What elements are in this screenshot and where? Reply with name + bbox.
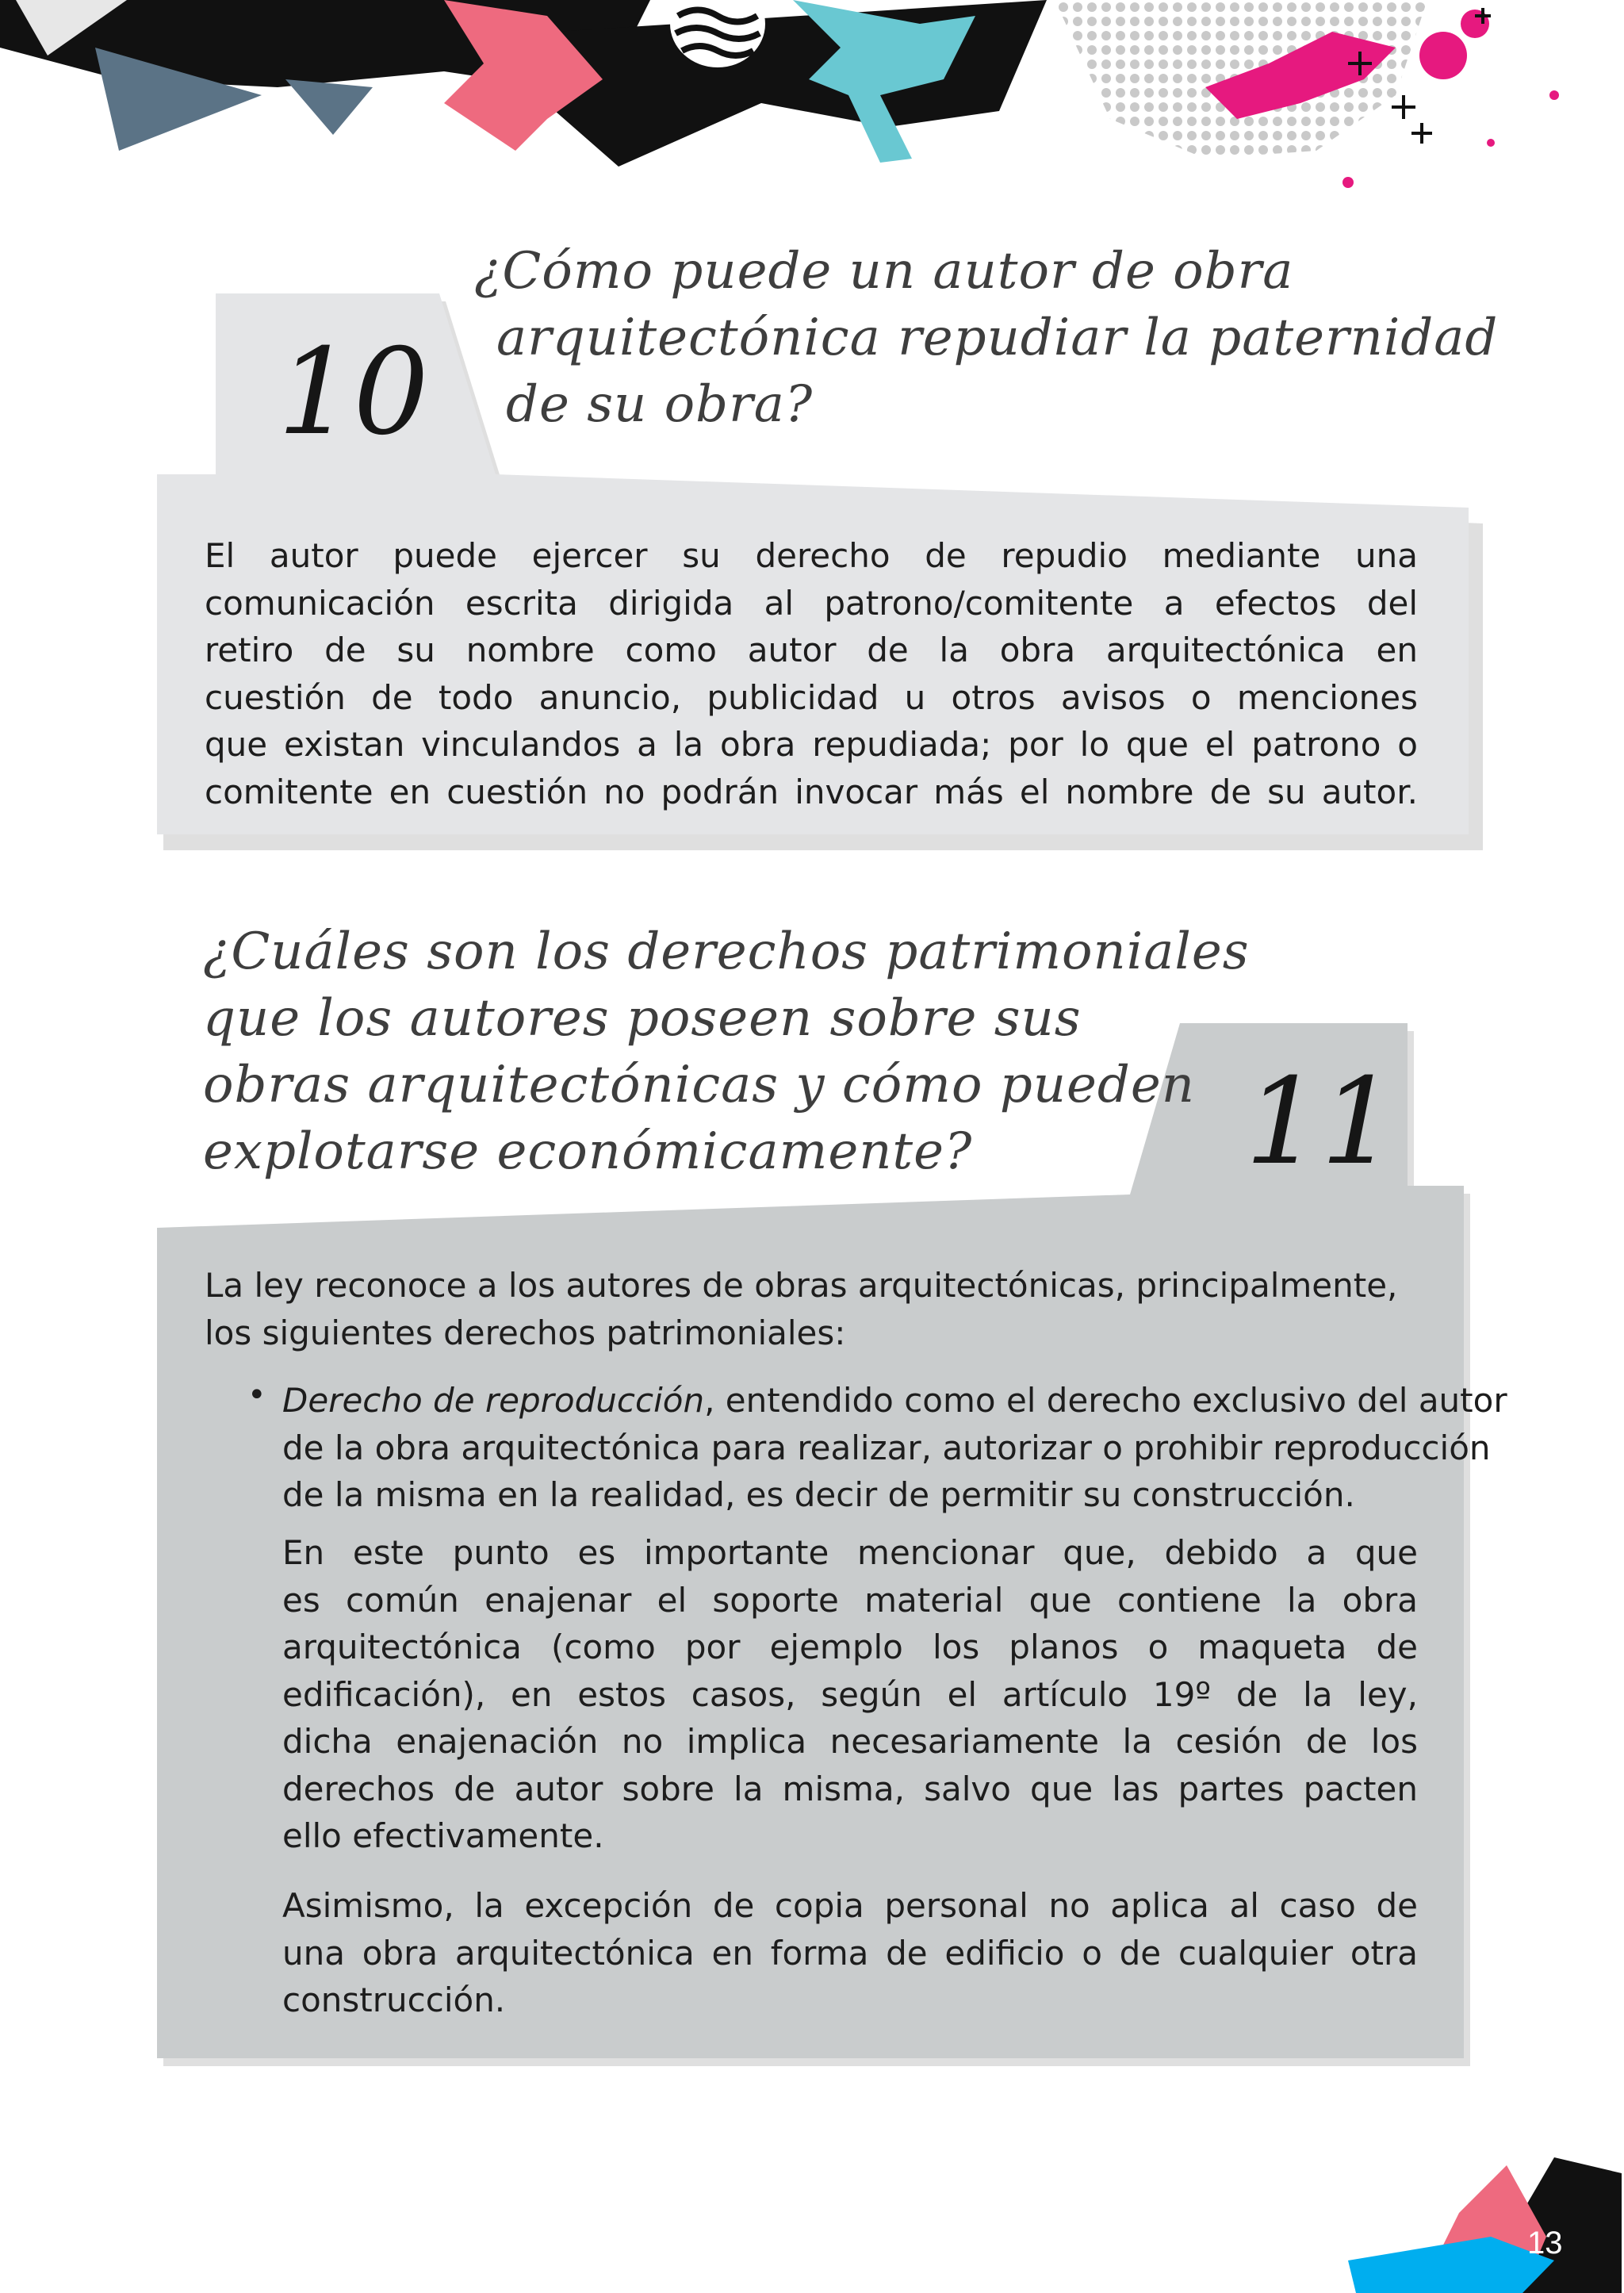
paragraph-line: dicha enajenación no implica necesariamente la cesión de los <box>282 1722 1418 1761</box>
title-line: arquitectónica repudiar la paternidad <box>496 309 1499 367</box>
question-11-intro <box>205 1262 1426 1356</box>
paragraph-line: arquitectónica (como por ejemplo los planos o maqueta de <box>282 1628 1418 1666</box>
title-line: ¿Cómo puede un autor de obra <box>474 242 1294 301</box>
title-line: obras arquitectónicas y cómo pueden <box>203 1056 1195 1114</box>
answer-line: El autor puede ejercer su derecho de repudio mediante una <box>205 536 1418 575</box>
reproduction-right-item <box>282 1377 1507 1519</box>
bullet-line-rest: , entendido como el derecho exclusivo del autor <box>704 1381 1507 1420</box>
answer-line: comitente en cuestión no podrán invocar más el nombre de su autor. <box>205 772 1418 811</box>
bullet-term: Derecho de reproducción <box>282 1381 705 1420</box>
question-10-title <box>474 238 1498 438</box>
paragraph-line: edificación), en estos casos, según el artículo 19º de la ley, <box>282 1674 1418 1714</box>
question-11-paragraph-2 <box>282 1529 1418 1860</box>
title-line: que los autores poseen sobre sus <box>203 989 1082 1048</box>
question-11-number: 11 <box>1245 1053 1396 1191</box>
title-line: de su obra? <box>506 375 814 434</box>
bullet-line: de la misma en la realidad, es decir de permitir su construcción. <box>282 1475 1355 1514</box>
answer-line: cuestión de todo anuncio, publicidad u otros avisos o menciones <box>205 677 1418 717</box>
page-number: 13 <box>1527 2226 1563 2260</box>
paragraph-line: Asimismo, la excepción de copia personal no aplica al caso de <box>282 1886 1418 1925</box>
paragraph-line: construcción. <box>282 1980 506 2019</box>
answer-line: que existan vinculandos a la obra repudiada; por lo que el patrono o <box>205 725 1418 764</box>
footer-decoration <box>1348 2142 1624 2293</box>
title-line: ¿Cuáles son los derechos patrimoniales <box>203 922 1250 981</box>
paragraph-line: es común enajenar el soporte material que contiene la obra <box>282 1580 1418 1620</box>
paragraph-line: En este punto es importante mencionar que, debido a que <box>282 1533 1418 1572</box>
question-10-number: 10 <box>278 324 429 462</box>
header-decoration <box>0 0 1624 190</box>
question-11-paragraph-3 <box>282 1882 1418 2024</box>
title-line: explotarse económicamente? <box>203 1122 973 1181</box>
paragraph-line: ello efectivamente. <box>282 1816 604 1855</box>
bullet-marker: • <box>247 1377 266 1413</box>
intro-line: los siguientes derechos patrimoniales: <box>205 1313 846 1352</box>
paragraph-line: una obra arquitectónica en forma de edificio o de cualquier otra <box>282 1933 1418 1973</box>
answer-line: comunicación escrita dirigida al patrono/comitente a efectos del <box>205 583 1418 623</box>
intro-line: La ley reconoce a los autores de obras arquitectónicas, principalmente, <box>205 1266 1398 1305</box>
answer-line: retiro de su nombre como autor de la obra arquitectónica en <box>205 631 1418 669</box>
question-11-title <box>203 918 1250 1185</box>
bullet-first-line <box>282 1377 1507 1424</box>
question-10-answer <box>205 532 1418 815</box>
bullet-line: de la obra arquitectónica para realizar, autorizar o prohibir reproducción <box>282 1428 1491 1467</box>
paragraph-line: derechos de autor sobre la misma, salvo que las partes pacten <box>282 1769 1418 1808</box>
